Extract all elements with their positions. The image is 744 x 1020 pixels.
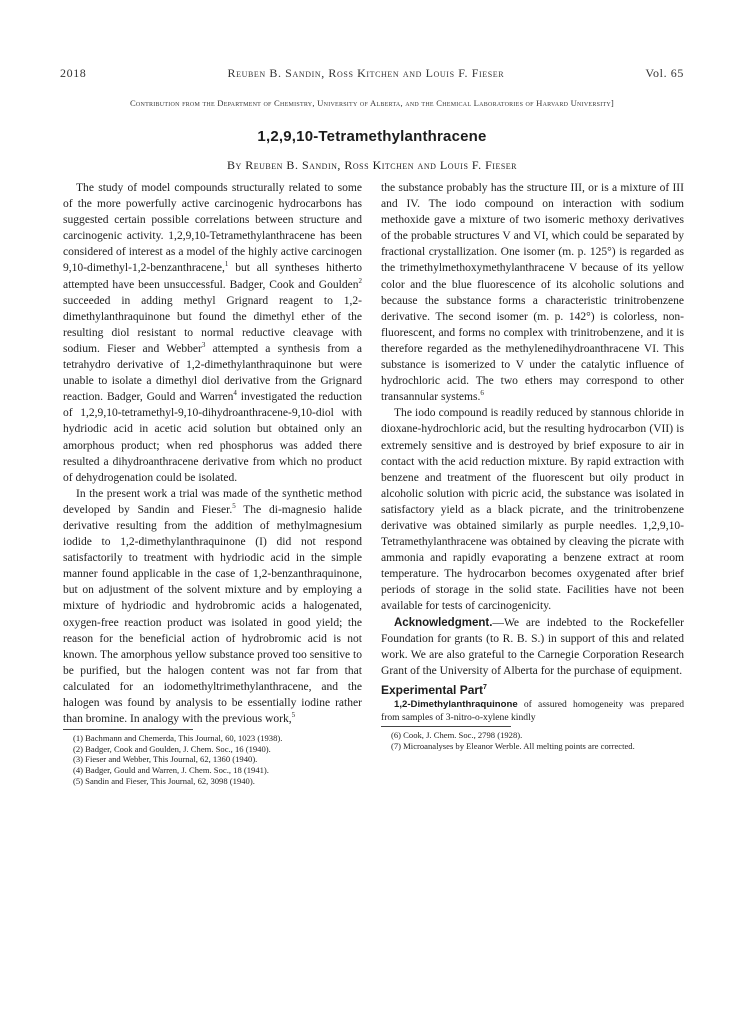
footnote-ref-2: 2 xyxy=(358,276,362,285)
right-footnotes xyxy=(381,730,684,751)
structure-paragraph xyxy=(381,180,684,405)
reduction-paragraph: The iodo compound is readily reduced by stannous chloride in dioxane-hydrochloric acid, but the resulting hydrocarbon (VII) is extremely sensitive and is destroyed by brief exposure to air in contact with the acid reduction mixture. By rapid extraction with benzene and treatment of the fluorescent but oily product in alcoholic solution with picric acid, the substance was isolated in satisfactory yield as a black picrate, and the trinitrobenzene derivative was obtained similarly as purple needles. 1,2,9,10-Tetramethylanthracene was obtained by cleaving the picrate with ammonia and rapidly evaporating a benzene extract at room temperature. The hydrocarbon becomes oxygenated after brief periods of storage in the solid state. Facilities have not been available for tests of carcinogenicity. xyxy=(381,407,684,613)
method-paragraph xyxy=(63,486,362,727)
footnote-ref-5b: 5 xyxy=(291,711,296,720)
left-column xyxy=(63,180,362,786)
intro-paragraph xyxy=(63,180,362,486)
footnote: (1) Bachmann and Chemerda, This Journal, 60, 1023 (1938). xyxy=(73,733,283,744)
experimental-paragraph xyxy=(381,699,684,724)
footnote-ref-3: 3 xyxy=(201,341,206,350)
footnote: (4) Badger, Gould and Warren, J. Chem. Soc., 18 (1941). xyxy=(73,764,269,775)
experimental-heading xyxy=(381,682,684,698)
left-footnotes xyxy=(63,733,362,786)
footnote-rule xyxy=(381,726,511,727)
running-head-authors: Reuben B. Sandin, Ross Kitchen and Louis F. Fieser xyxy=(227,66,505,80)
acknowledgment-text: —We are indebted to the Rockefeller Foundation for grants (to R. B. S.) in support of this and related work. We are also grateful to the Carnegie Corporation Research Grant of the University of Alberta for the purchase of equipment. xyxy=(381,616,684,677)
structure-text: the substance probably has the structure III, or is a mixture of III and IV. The iodo compound on interaction with sodium methoxide gave a mixture of two isomeric methoxy derivatives of the probable structures V and VI, which could be separated by fractional crystallization. One isomer (m. p. 125°) is regarded as the trimethylmethoxymethylanthracene V because of its yellow color and the blue fluorescence of its alcoholic solutions and because the substance forms a characteristic trinitrobenzene derivative. The second isomer (m. p. 142°) is colorless, non-fluorescent, and forms no complex with trinitrobenzene, and it is therefore regarded as the methylenedihydroanthracene VI. This substance is isomerized to V under the catalytic influence of hydrochloric acid. The two ethers may correspond to other transannular systems. xyxy=(381,182,684,404)
footnote: (6) Cook, J. Chem. Soc., 2798 (1928). xyxy=(391,730,523,740)
footnote-ref-5: 5 xyxy=(232,502,236,511)
contribution-line: Contribution from the Department of Chemistry, University of Alberta, and the Chemical Laboratories of Harvard University] xyxy=(129,98,615,108)
experimental-compound: 1,2-Dimethylanthraquinone xyxy=(394,699,518,710)
footnote-ref-4: 4 xyxy=(233,389,237,398)
right-column xyxy=(381,180,684,751)
footnote-ref-1: 1 xyxy=(224,260,229,269)
intro-text-5: investigated the reduction of 1,2,9,10-tetramethyl-9,10-dihydroanthracene-9,10-diol with hydriodic acid in acetic acid solution but obtained only an amorphous product; when red phosphorus was added there resulted a dihydroanthracene derivative from which no product of dehydrogenation could be isolated. xyxy=(63,391,362,484)
footnote: (5) Sandin and Fieser, This Journal, 62, 3098 (1940). xyxy=(73,775,255,786)
footnote-ref-7: 7 xyxy=(483,683,487,691)
intro-text-3: succeeded in adding methyl Grignard reagent to 1,2-dimethylanthraquinone but found the dimethyl ether of the resulting diol resistant to normal reductive cleavage with sodium. Fieser and Webber xyxy=(63,294,362,355)
footnote: (7) Microanalyses by Eleanor Werble. All melting points are corrected. xyxy=(391,740,635,751)
intro-text-1: The study of model compounds structurally related to some of the more powerfully active carcinogenic hydrocarbons has suggested certain possible correlations between structure and carcinogenic activity. 1,2,9,10-Tetramethylanthracene has been considered of interest as a model of the highly active carcinogen 9,10-dimethyl-1,2-benzanthracene, xyxy=(63,182,362,275)
method-text-1: In the present work a trial was made of the synthetic method developed by Sandin and Fieser. xyxy=(63,487,362,516)
byline: By Reuben B. Sandin, Ross Kitchen and Louis F. Fieser xyxy=(226,158,517,172)
experimental-heading-text: Experimental Part xyxy=(381,682,484,697)
method-text-2: The di-magnesio halide derivative resulting from the addition of methylmagnesium iodide to 1,2-dimethylanthraquinone (I) did not respond satisfactorily to treatment with hydriodic acid in the simple manner found applicable in the case of 1,2-benzanthraquinone, but on adjustment of the solvent mixture and by employing a mixture of hydriodic and hydrobromic acids a halogenated, oxygen-free reaction product was isolated in good yield; the reason for the beneficial action of hydrobromic acid is not known. The amorphous yellow substance proved too sensitive to be purified, but the halogen content was not far from that calculated for an iodomethyltrimethylanthracene, and the halogen was found by analysis to be essentially iodine rather than bromine. In analogy with the previous work, xyxy=(63,503,363,726)
running-head xyxy=(60,66,684,81)
intro-text-2: but all syntheses hitherto attempted have been unsuccessful. Badger, Cook and Goulden xyxy=(63,262,362,291)
intro-text-4: attempted a synthesis from a tetrahydro derivative of 1,2-dimethylanthraquinone but were unable to isolate a dimethyl diol derivative from the Grignard reaction. Badger, Gould and Warren xyxy=(63,342,362,404)
footnote-rule xyxy=(63,729,193,730)
volume-label: Vol. 65 xyxy=(645,66,684,80)
article-title: 1,2,9,10-Tetramethylanthracene xyxy=(257,128,487,145)
experimental-text: of assured homogeneity was prepared from samples of 3-nitro-o-xylene kindly xyxy=(381,699,684,723)
acknowledgment-paragraph xyxy=(381,615,684,679)
acknowledgment-heading: Acknowledgment. xyxy=(394,616,493,629)
footnote: (3) Fieser and Webber, This Journal, 62, 1360 (1940). xyxy=(73,754,258,765)
footnote: (2) Badger, Cook and Goulden, J. Chem. Soc., 16 (1940). xyxy=(73,743,271,754)
footnote-ref-6: 6 xyxy=(480,389,484,398)
page-number: 2018 xyxy=(60,66,87,80)
